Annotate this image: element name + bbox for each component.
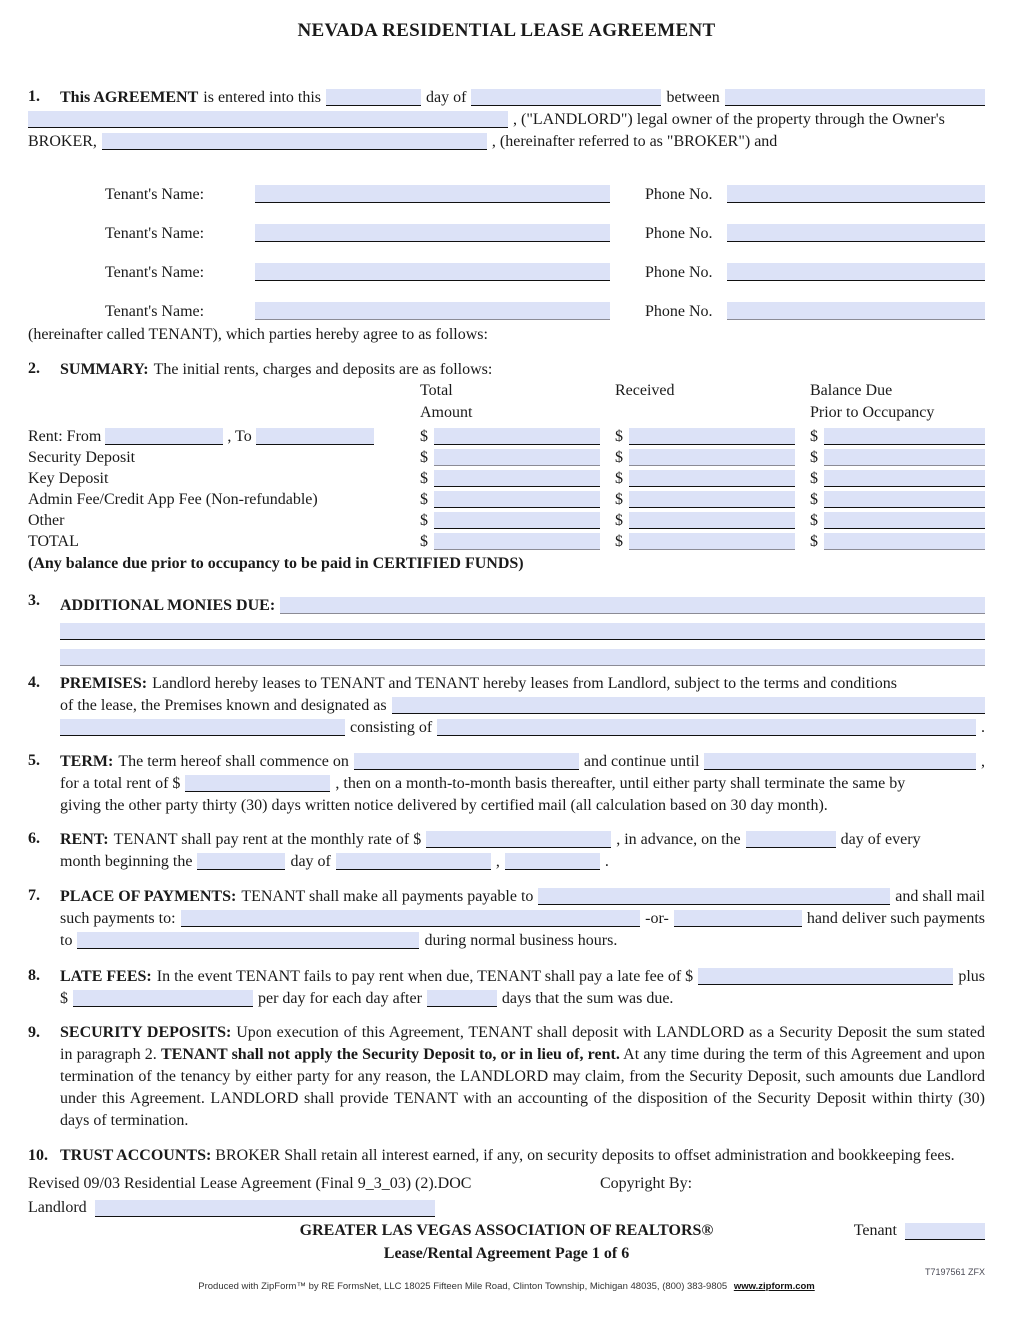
security-deposits-heading: SECURITY DEPOSITS:: [60, 1024, 232, 1041]
additional-monies-line-2: [60, 616, 985, 642]
late-fees-text-1: In the event TENANT fails to pay rent when due, TENANT shall pay a late fee of $: [156, 968, 694, 985]
premises-text-1: Landlord hereby leases to TENANT and TENANT hereby leases from Landlord, subject to the terms and conditions: [152, 675, 897, 692]
rent-from-field[interactable]: [105, 428, 223, 445]
total-rent-field[interactable]: [185, 775, 330, 792]
section-6-rent: [28, 828, 985, 872]
agreement-day-field[interactable]: [326, 89, 421, 106]
late-fees-line-1: [60, 965, 985, 987]
term-text-5: giving the other party thirty (30) days written notice delivered by certified mail (all calculation based on 30 day month).: [60, 797, 828, 814]
tenant-phone-field-3[interactable]: [727, 263, 985, 281]
term-end-date-field[interactable]: [704, 753, 976, 770]
broker-label: BROKER,: [28, 133, 97, 150]
admin-fee-received-field[interactable]: [629, 491, 795, 508]
agreement-lead: This AGREEMENT: [60, 89, 199, 106]
col-header-total: Total: [420, 382, 453, 399]
rent-balance-cell: [810, 427, 985, 447]
certified-funds-note: (Any balance due prior to occupancy to be paid in CERTIFIED FUNDS): [28, 555, 524, 572]
produced-by-line: [28, 1279, 985, 1295]
landlord-signature-line: [28, 1195, 985, 1219]
rent-text-3: day of every: [840, 831, 921, 848]
security-deposit-total-field[interactable]: [434, 449, 600, 466]
page-number-line: Lease/Rental Agreement Page 1 of 6: [383, 1245, 630, 1262]
term-start-date-field[interactable]: [354, 753, 579, 770]
rent-received-field[interactable]: [629, 428, 795, 445]
tenant-name-field-3[interactable]: [255, 263, 610, 281]
payments-line-1: [60, 885, 985, 907]
term-text-4: , then on a month-to-month basis thereafter, until either party shall terminate the same by: [335, 775, 906, 792]
trust-accounts-paragraph: [60, 1145, 985, 1167]
zipform-link[interactable]: www.zipform.com: [733, 1281, 815, 1292]
late-fees-heading: LATE FEES:: [60, 968, 152, 985]
summary-table: [28, 380, 985, 576]
late-fees-text-4: per day for each day after: [258, 990, 422, 1007]
premises-line-2: [60, 694, 985, 716]
section-5-number: 5.: [28, 752, 40, 769]
payable-to-field[interactable]: [538, 888, 890, 905]
rent-to-label: , To: [227, 428, 252, 445]
premises-text-2: of the lease, the Premises known and designated as: [60, 697, 387, 714]
due-day-field[interactable]: [746, 831, 836, 848]
tenant-name-field-1[interactable]: [255, 185, 610, 203]
late-fees-text-5: days that the sum was due.: [501, 990, 674, 1007]
landlord-name-field-2[interactable]: [28, 111, 508, 128]
dollar-sign: $: [810, 533, 818, 550]
dollar-sign: $: [810, 470, 818, 487]
premises-address-field-1[interactable]: [392, 697, 985, 714]
section-2-number: 2.: [28, 360, 40, 377]
section-8-number: 8.: [28, 967, 40, 984]
tenant-row-3: [105, 246, 985, 285]
premises-description-field[interactable]: [437, 719, 976, 736]
section-10-trust-accounts: [28, 1145, 985, 1167]
term-line-2: [60, 772, 985, 794]
summary-intro-line: [60, 358, 985, 380]
hereinafter-clause: (hereinafter called TENANT), which parties hereby agree to as follows:: [28, 326, 488, 343]
tenant-list: [28, 168, 985, 324]
key-deposit-received-field[interactable]: [629, 470, 795, 487]
section-1-agreement: [28, 86, 985, 152]
between-text: between: [666, 89, 720, 106]
association-line: [28, 1219, 985, 1243]
summary-row-key-deposit: [28, 468, 985, 489]
section-10-number: 10.: [28, 1147, 48, 1164]
term-line-1: [60, 750, 985, 772]
section-1-line-1: [60, 86, 985, 108]
document-title: NEVADA RESIDENTIAL LEASE AGREEMENT: [297, 20, 716, 41]
security-deposit-balance-field[interactable]: [824, 449, 985, 466]
payments-line-3: [60, 929, 985, 951]
section-4-premises: [28, 672, 985, 738]
payments-text-5: hand deliver such payments: [806, 910, 985, 927]
begin-month-field[interactable]: [336, 853, 491, 870]
dollar-sign: $: [615, 491, 623, 508]
trust-accounts-text: BROKER Shall retain all interest earned, if any, on security deposits to offset administration and bookkeeping fees.: [215, 1147, 955, 1164]
summary-heading: SUMMARY:: [60, 361, 149, 378]
agreement-month-field[interactable]: [471, 89, 661, 106]
grand-total-balance-field[interactable]: [824, 533, 985, 550]
tenant-name-label: Tenant's Name:: [105, 186, 205, 203]
monthly-rate-field[interactable]: [426, 831, 611, 848]
other-label: Other: [28, 512, 65, 529]
section-1-line-2: [28, 108, 985, 130]
dollar-sign: $: [420, 428, 428, 445]
rent-total-amount-field[interactable]: [434, 428, 600, 445]
rent-line-2: [60, 850, 985, 872]
admin-fee-label: Admin Fee/Credit App Fee (Non-refundable): [28, 491, 318, 508]
summary-row-total: [28, 531, 985, 552]
phone-label: Phone No.: [645, 303, 713, 320]
dollar-sign: $: [420, 449, 428, 466]
rent-line-1: [60, 828, 985, 850]
security-deposit-received-field[interactable]: [629, 449, 795, 466]
section-1-number: 1.: [28, 88, 40, 105]
section-9-number: 9.: [28, 1024, 40, 1041]
summary-intro: The initial rents, charges and deposits are as follows:: [153, 361, 493, 378]
payments-text-1: TENANT shall make all payments payable to: [241, 888, 534, 905]
tenant-initials-field[interactable]: [905, 1223, 985, 1240]
tenant-name-field-4[interactable]: [255, 302, 610, 320]
dollar-sign: $: [60, 990, 68, 1007]
tenant-name-label: Tenant's Name:: [105, 264, 205, 281]
landlord-name-field-1[interactable]: [725, 89, 985, 106]
dollar-sign: $: [615, 512, 623, 529]
rent-received-cell: [615, 427, 795, 447]
tenant-name-field-2[interactable]: [255, 224, 610, 242]
term-text-2: and continue until: [583, 753, 700, 770]
additional-monies-field-1[interactable]: [280, 597, 985, 614]
grand-total-received-field[interactable]: [629, 533, 795, 550]
copyright-label: Copyright By:: [600, 1175, 693, 1192]
tenant-phone-field-2[interactable]: [727, 224, 985, 242]
mail-address-field[interactable]: [181, 910, 641, 927]
payments-text-3: such payments to:: [60, 910, 176, 927]
dollar-sign: $: [615, 470, 623, 487]
tenant-name-label: Tenant's Name:: [105, 303, 205, 320]
trust-accounts-heading: TRUST ACCOUNTS:: [60, 1147, 212, 1164]
rent-to-field[interactable]: [256, 428, 374, 445]
summary-row-rent: [28, 426, 985, 447]
per-day-fee-field[interactable]: [73, 990, 253, 1007]
section-7-place-of-payments: [28, 885, 985, 951]
summary-row-other: [28, 510, 985, 531]
deliver-address-field[interactable]: [77, 932, 419, 949]
dollar-sign: $: [615, 533, 623, 550]
landlord-clause-text: , ("LANDLORD") legal owner of the property through the Owner's: [513, 111, 945, 128]
col-header-received: Received: [615, 382, 675, 399]
section-7-number: 7.: [28, 887, 40, 904]
dollar-sign: $: [420, 512, 428, 529]
section-9-security-deposits: [28, 1022, 985, 1132]
additional-monies-line-1: [60, 590, 985, 616]
col-header-amount: Amount: [420, 404, 473, 421]
additional-monies-field-3[interactable]: [60, 649, 985, 666]
dollar-sign: $: [420, 491, 428, 508]
period-text: .: [981, 719, 985, 736]
entered-text: is entered into this: [203, 89, 322, 106]
dollar-sign: $: [615, 428, 623, 445]
dollar-sign: $: [810, 449, 818, 466]
day-of-text: day of: [426, 89, 467, 106]
summary-header-row-1: [420, 380, 985, 402]
admin-fee-total-field[interactable]: [434, 491, 600, 508]
phone-label: Phone No.: [645, 186, 713, 203]
section-3-number: 3.: [28, 592, 40, 609]
tenant-phone-field-1[interactable]: [727, 185, 985, 203]
term-line-3: [60, 794, 985, 816]
premises-address-field-2[interactable]: [60, 719, 345, 736]
broker-name-field[interactable]: [102, 133, 487, 150]
broker-clause-text: , (hereinafter referred to as "BROKER") and: [491, 133, 778, 150]
rent-text-4: month beginning the: [60, 853, 193, 870]
summary-header-row-2: [420, 402, 985, 426]
section-8-late-fees: [28, 965, 985, 1009]
other-total-field[interactable]: [434, 512, 600, 529]
other-received-field[interactable]: [629, 512, 795, 529]
rent-label-cell: [28, 427, 420, 447]
or-text: -or-: [645, 910, 669, 927]
tenant-phone-field-4[interactable]: [727, 302, 985, 320]
payments-line-2: [60, 907, 985, 929]
premises-heading: PREMISES:: [60, 675, 148, 692]
payments-text-7: during normal business hours.: [424, 932, 618, 949]
tenant-row-4: [105, 285, 985, 324]
grand-total-amount-field[interactable]: [434, 533, 600, 550]
dollar-sign: $: [420, 470, 428, 487]
payments-text-6: to: [60, 932, 73, 949]
dollar-sign: $: [810, 491, 818, 508]
tenant-name-label: Tenant's Name:: [105, 225, 205, 242]
premises-line-1: [60, 672, 985, 694]
tenant-initials-label: Tenant: [853, 1222, 897, 1239]
dollar-sign: $: [810, 512, 818, 529]
section-1-line-3: [28, 130, 985, 152]
security-deposits-text-2: At any time during the term of this Agreement and upon termination of the tenancy by either party for any reason, the LANDLORD may claim, from the Security Deposit, such amounts due Landlord under this Agreement. LANDLORD shall provide TENANT with an accounting of the disposition of the Security Deposit within thirty (30) days of termination.: [60, 1046, 986, 1129]
landlord-initials-label: Landlord: [28, 1199, 87, 1216]
rent-text-5: day of: [290, 853, 331, 870]
term-heading: TERM:: [60, 753, 114, 770]
association-name: GREATER LAS VEGAS ASSOCIATION OF REALTORS®: [299, 1222, 714, 1239]
phone-label: Phone No.: [645, 225, 713, 242]
section-2-summary: [28, 358, 985, 380]
rent-from-label: Rent: From: [28, 428, 102, 445]
tenant-row-1: [105, 168, 985, 207]
rent-text-1: TENANT shall pay rent at the monthly rate of $: [113, 831, 422, 848]
security-deposits-paragraph: [60, 1022, 985, 1132]
additional-monies-heading: ADDITIONAL MONIES DUE:: [60, 597, 276, 614]
security-deposit-label: Security Deposit: [28, 449, 136, 466]
period-text: .: [604, 853, 609, 870]
late-fees-line-2: [60, 987, 985, 1009]
term-text-1: The term hereof shall commence on: [118, 753, 349, 770]
tenant-initials-line: [854, 1219, 985, 1243]
premises-line-3: [60, 716, 985, 738]
summary-row-admin-fee: [28, 489, 985, 510]
comma-text: ,: [981, 753, 985, 770]
term-text-3: for a total rent of $: [60, 775, 181, 792]
or-option-field[interactable]: [674, 910, 802, 927]
col-header-balance: Balance Due: [810, 382, 893, 399]
key-deposit-total-field[interactable]: [434, 470, 600, 487]
landlord-initials-field[interactable]: [95, 1200, 435, 1217]
consisting-of-text: consisting of: [350, 719, 433, 736]
key-deposit-balance-field[interactable]: [824, 470, 985, 487]
section-6-number: 6.: [28, 830, 40, 847]
rent-heading: RENT:: [60, 831, 109, 848]
rent-balance-field[interactable]: [824, 428, 985, 445]
security-deposits-bold-clause: TENANT shall not apply the Security Deposit to, or in lieu of, rent.: [161, 1046, 620, 1063]
dollar-sign: $: [810, 428, 818, 445]
total-label: TOTAL: [28, 533, 79, 550]
additional-monies-field-2[interactable]: [60, 623, 985, 640]
section-3-additional-monies: [28, 590, 985, 668]
grace-days-field[interactable]: [427, 990, 497, 1007]
tenant-row-2: [105, 207, 985, 246]
section-4-number: 4.: [28, 674, 40, 691]
begin-year-field[interactable]: [505, 853, 600, 870]
comma-text: ,: [495, 853, 500, 870]
security-deposits-text-1: Upon execution of this Agreement, TENANT shall deposit with LANDLORD as a Security Deposit the sum stated in paragraph 2.: [60, 1024, 986, 1063]
payments-heading: PLACE OF PAYMENTS:: [60, 888, 237, 905]
produced-by-text: Produced with ZipForm™ by RE FormsNet, LLC 18025 Fifteen Mile Road, Clinton Township, Michigan 48035, (800) 383-9805: [198, 1281, 728, 1292]
admin-fee-balance-field[interactable]: [824, 491, 985, 508]
phone-label: Phone No.: [645, 264, 713, 281]
begin-day-field[interactable]: [197, 853, 285, 870]
dollar-sign: $: [615, 449, 623, 466]
revision-text: Revised 09/03 Residential Lease Agreement (Final 9_3_03) (2).DOC: [28, 1175, 472, 1192]
dollar-sign: $: [420, 533, 428, 550]
page-footer: [28, 1173, 985, 1295]
other-balance-field[interactable]: [824, 512, 985, 529]
key-deposit-label: Key Deposit: [28, 470, 109, 487]
section-5-term: [28, 750, 985, 816]
col-header-spacer: [615, 402, 810, 426]
payments-text-2: and shall mail: [895, 888, 985, 905]
form-code: T7197561 ZFX: [924, 1267, 985, 1277]
rent-total-cell: [420, 427, 600, 447]
plus-text: plus: [958, 968, 985, 985]
col-header-occupancy: Prior to Occupancy: [810, 404, 935, 421]
revision-line: [28, 1173, 985, 1195]
additional-monies-line-3: [60, 642, 985, 668]
rent-text-2: , in advance, on the: [616, 831, 741, 848]
summary-row-security-deposit: [28, 447, 985, 468]
late-fee-amount-field[interactable]: [698, 968, 953, 985]
